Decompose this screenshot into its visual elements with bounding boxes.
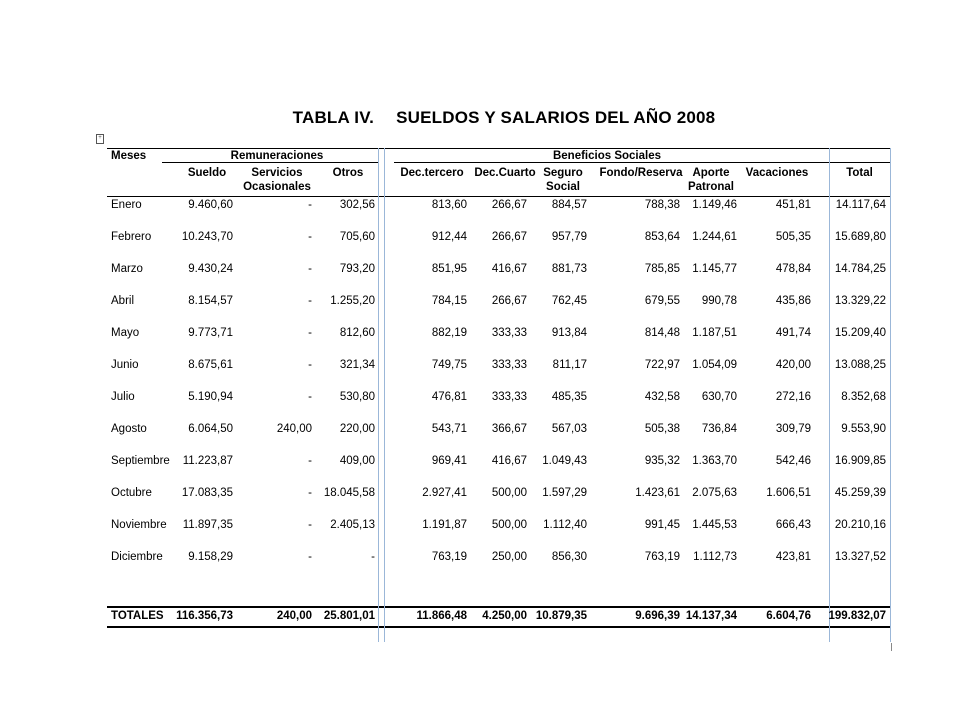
cell-mes: Mayo <box>111 327 140 339</box>
header-aporte-line2: Patronal <box>687 181 734 193</box>
cell-seguro: 856,30 <box>551 551 587 563</box>
cell-vacaciones: 478,84 <box>775 263 811 275</box>
header-servicios <box>237 166 317 194</box>
cell-sueldo: 9.460,60 <box>188 199 233 211</box>
table-heading: SUELDOS Y SALARIOS DEL AÑO 2008 <box>396 108 716 127</box>
cell-seguro: 811,17 <box>552 359 587 371</box>
separator-4 <box>890 148 891 642</box>
cell-dec-tercero: 784,15 <box>431 295 467 307</box>
cell-servicios: - <box>308 455 312 467</box>
cell-vacaciones: 309,79 <box>775 423 811 435</box>
cell-dec-cuarto: 250,00 <box>491 551 527 563</box>
cell-otros: 321,34 <box>339 359 375 371</box>
cell-sueldo: 17.083,35 <box>181 487 233 499</box>
cell-servicios: - <box>308 487 312 499</box>
totals-dec-cuarto: 4.250,00 <box>482 610 527 622</box>
cell-total: 15.209,40 <box>834 327 886 339</box>
cell-vacaciones: 435,86 <box>775 295 811 307</box>
cell-otros: 705,60 <box>339 231 375 243</box>
cell-aporte: 990,78 <box>701 295 737 307</box>
cell-seguro: 567,03 <box>551 423 587 435</box>
header-seguro-line2: Social <box>546 181 580 193</box>
cell-mes: Agosto <box>111 423 147 435</box>
cell-servicios: - <box>308 295 312 307</box>
totals-servicios: 240,00 <box>276 610 312 622</box>
cell-seguro: 485,35 <box>551 391 587 403</box>
cell-mes: Abril <box>111 295 135 307</box>
header-dec-tercero: Dec.tercero <box>400 167 464 179</box>
header-total: Total <box>846 167 873 179</box>
cell-mes: Noviembre <box>111 519 167 531</box>
cell-fondo: 788,38 <box>644 199 680 211</box>
header-aporte-line1: Aporte <box>692 167 730 179</box>
cell-dec-cuarto: 500,00 <box>491 487 527 499</box>
cell-dec-tercero: 969,41 <box>431 455 467 467</box>
cell-mes: Junio <box>111 359 139 371</box>
cell-dec-cuarto: 333,33 <box>491 359 527 371</box>
cell-dec-tercero: 2.927,41 <box>422 487 467 499</box>
header-seguro-line1: Seguro <box>543 167 583 179</box>
cell-mes: Febrero <box>111 231 152 243</box>
header-seguro <box>535 166 591 194</box>
header-vacaciones: Vacaciones <box>745 167 809 179</box>
header-servicios-line2: Ocasionales <box>243 181 311 193</box>
cell-dec-cuarto: 416,67 <box>491 263 527 275</box>
cell-dec-cuarto: 266,67 <box>491 295 527 307</box>
cell-aporte: 1.112,73 <box>693 551 737 563</box>
totals-aporte: 14.137,34 <box>685 610 737 622</box>
totals-total: 199.832,07 <box>828 610 886 622</box>
header-meses: Meses <box>111 150 147 162</box>
cell-fondo: 935,32 <box>644 455 680 467</box>
cell-dec-tercero: 851,95 <box>431 263 467 275</box>
cell-mes: Diciembre <box>111 551 163 563</box>
cell-dec-cuarto: 416,67 <box>491 455 527 467</box>
cell-fondo: 785,85 <box>644 263 680 275</box>
cell-otros: - <box>371 551 375 563</box>
cell-aporte: 1.363,70 <box>692 455 737 467</box>
cell-dec-tercero: 763,19 <box>431 551 467 563</box>
cell-dec-cuarto: 266,67 <box>491 199 527 211</box>
cell-sueldo: 8.675,61 <box>188 359 233 371</box>
totals-top-rule <box>107 606 890 608</box>
cell-vacaciones: 272,16 <box>775 391 811 403</box>
cell-otros: 1.255,20 <box>330 295 375 307</box>
cell-sueldo: 5.190,94 <box>188 391 233 403</box>
totals-sueldo: 116.356,73 <box>176 610 233 622</box>
salary-table <box>107 148 890 642</box>
cell-servicios: - <box>308 391 312 403</box>
cell-aporte: 1.187,51 <box>692 327 737 339</box>
cell-aporte: 1.149,46 <box>692 199 737 211</box>
cell-otros: 530,80 <box>339 391 375 403</box>
cell-mes: Marzo <box>111 263 143 275</box>
cell-sueldo: 9.430,24 <box>188 263 233 275</box>
cell-mes: Septiembre <box>111 455 170 467</box>
cell-servicios: - <box>308 327 312 339</box>
cell-dec-cuarto: 366,67 <box>491 423 527 435</box>
cell-dec-tercero: 749,75 <box>431 359 467 371</box>
cell-sueldo: 9.158,29 <box>188 551 233 563</box>
cell-vacaciones: 491,74 <box>775 327 811 339</box>
cell-seguro: 762,45 <box>551 295 587 307</box>
cell-otros: 302,56 <box>339 199 375 211</box>
cell-seguro: 1.049,43 <box>542 455 587 467</box>
cell-otros: 409,00 <box>339 455 375 467</box>
cell-fondo: 432,58 <box>644 391 680 403</box>
cell-total: 13.329,22 <box>834 295 886 307</box>
cell-servicios: - <box>308 199 312 211</box>
table-number: TABLA IV. <box>292 108 375 127</box>
cell-aporte: 1.145,77 <box>692 263 737 275</box>
cell-seguro: 957,79 <box>551 231 587 243</box>
cell-aporte: 1.054,09 <box>692 359 737 371</box>
cell-fondo: 853,64 <box>644 231 680 243</box>
cell-vacaciones: 423,81 <box>775 551 811 563</box>
cell-sueldo: 10.243,70 <box>181 231 233 243</box>
cell-fondo: 679,55 <box>644 295 680 307</box>
cell-fondo: 1.423,61 <box>635 487 680 499</box>
totals-label: TOTALES <box>111 610 164 622</box>
cell-fondo: 505,38 <box>644 423 680 435</box>
cell-servicios: - <box>308 519 312 531</box>
cell-seguro: 1.112,40 <box>543 519 587 531</box>
cell-vacaciones: 420,00 <box>775 359 811 371</box>
cell-otros: 793,20 <box>339 263 375 275</box>
table-title <box>0 108 960 128</box>
cell-servicios: - <box>308 551 312 563</box>
cell-vacaciones: 1.606,51 <box>766 487 811 499</box>
cell-total: 13.088,25 <box>834 359 886 371</box>
cell-sueldo: 11.223,87 <box>182 455 233 467</box>
header-dec-cuarto: Dec.Cuarto <box>474 167 536 179</box>
cell-aporte: 1.445,53 <box>692 519 737 531</box>
cell-otros: 220,00 <box>339 423 375 435</box>
cell-fondo: 722,97 <box>644 359 680 371</box>
cell-servicios: - <box>308 231 312 243</box>
header-remuneraciones: Remuneraciones <box>230 150 324 162</box>
cell-servicios: - <box>308 359 312 371</box>
cell-total: 45.259,39 <box>834 487 886 499</box>
cell-total: 15.689,80 <box>834 231 886 243</box>
cell-otros: 2.405,13 <box>330 519 375 531</box>
cell-vacaciones: 666,43 <box>775 519 811 531</box>
cell-seguro: 913,84 <box>551 327 587 339</box>
totals-fondo: 9.696,39 <box>635 610 680 622</box>
stray-mark <box>891 643 892 651</box>
cell-fondo: 814,48 <box>644 327 680 339</box>
cell-total: 8.352,68 <box>841 391 886 403</box>
header-bottom-rule <box>107 196 890 197</box>
cell-total: 13.327,52 <box>834 551 886 563</box>
cell-dec-tercero: 882,19 <box>431 327 467 339</box>
cell-sueldo: 11.897,35 <box>182 519 233 531</box>
cell-total: 9.553,90 <box>841 423 886 435</box>
cell-dec-tercero: 476,81 <box>431 391 467 403</box>
totals-seguro: 10.879,35 <box>535 610 587 622</box>
cell-sueldo: 8.154,57 <box>188 295 233 307</box>
totals-dec-tercero: 11.866,48 <box>416 610 467 622</box>
cell-total: 16.909,85 <box>834 455 886 467</box>
cell-total: 14.117,64 <box>835 199 886 211</box>
cell-dec-tercero: 1.191,87 <box>422 519 467 531</box>
separator-2 <box>384 148 385 642</box>
totals-vacaciones: 6.604,76 <box>766 610 811 622</box>
cell-otros: 812,60 <box>339 327 375 339</box>
cell-total: 20.210,16 <box>834 519 886 531</box>
cell-vacaciones: 451,81 <box>775 199 811 211</box>
cell-dec-cuarto: 500,00 <box>491 519 527 531</box>
cell-dec-tercero: 813,60 <box>431 199 467 211</box>
separator-1 <box>378 148 379 642</box>
header-sueldo: Sueldo <box>187 167 227 179</box>
cell-seguro: 884,57 <box>551 199 587 211</box>
cell-fondo: 763,19 <box>644 551 680 563</box>
cell-dec-tercero: 543,71 <box>431 423 467 435</box>
cell-sueldo: 9.773,71 <box>188 327 233 339</box>
header-otros: Otros <box>332 167 364 179</box>
cell-otros: 18.045,58 <box>323 487 375 499</box>
table-anchor-icon[interactable]: + <box>96 134 104 144</box>
cell-vacaciones: 505,35 <box>775 231 811 243</box>
cell-fondo: 991,45 <box>644 519 680 531</box>
cell-dec-cuarto: 333,33 <box>491 391 527 403</box>
cell-vacaciones: 542,46 <box>775 455 811 467</box>
cell-total: 14.784,25 <box>834 263 886 275</box>
cell-dec-tercero: 912,44 <box>431 231 467 243</box>
cell-aporte: 736,84 <box>701 423 737 435</box>
cell-servicios: 240,00 <box>276 423 312 435</box>
cell-dec-cuarto: 333,33 <box>491 327 527 339</box>
cell-dec-cuarto: 266,67 <box>491 231 527 243</box>
totals-otros: 25.801,01 <box>323 610 375 622</box>
cell-aporte: 1.244,61 <box>692 231 737 243</box>
header-beneficios-sociales: Beneficios Sociales <box>552 150 662 162</box>
cell-mes: Julio <box>111 391 135 403</box>
bottom-rule <box>107 626 890 628</box>
cell-aporte: 2.075,63 <box>692 487 737 499</box>
cell-mes: Enero <box>111 199 142 211</box>
cell-seguro: 1.597,29 <box>542 487 587 499</box>
cell-mes: Octubre <box>111 487 152 499</box>
cell-sueldo: 6.064,50 <box>188 423 233 435</box>
header-aporte <box>681 166 741 194</box>
cell-seguro: 881,73 <box>551 263 587 275</box>
header-fondo-reserva: Fondo/Reserva <box>599 167 683 179</box>
header-servicios-line1: Servicios <box>251 167 303 179</box>
cell-aporte: 630,70 <box>701 391 737 403</box>
cell-servicios: - <box>308 263 312 275</box>
